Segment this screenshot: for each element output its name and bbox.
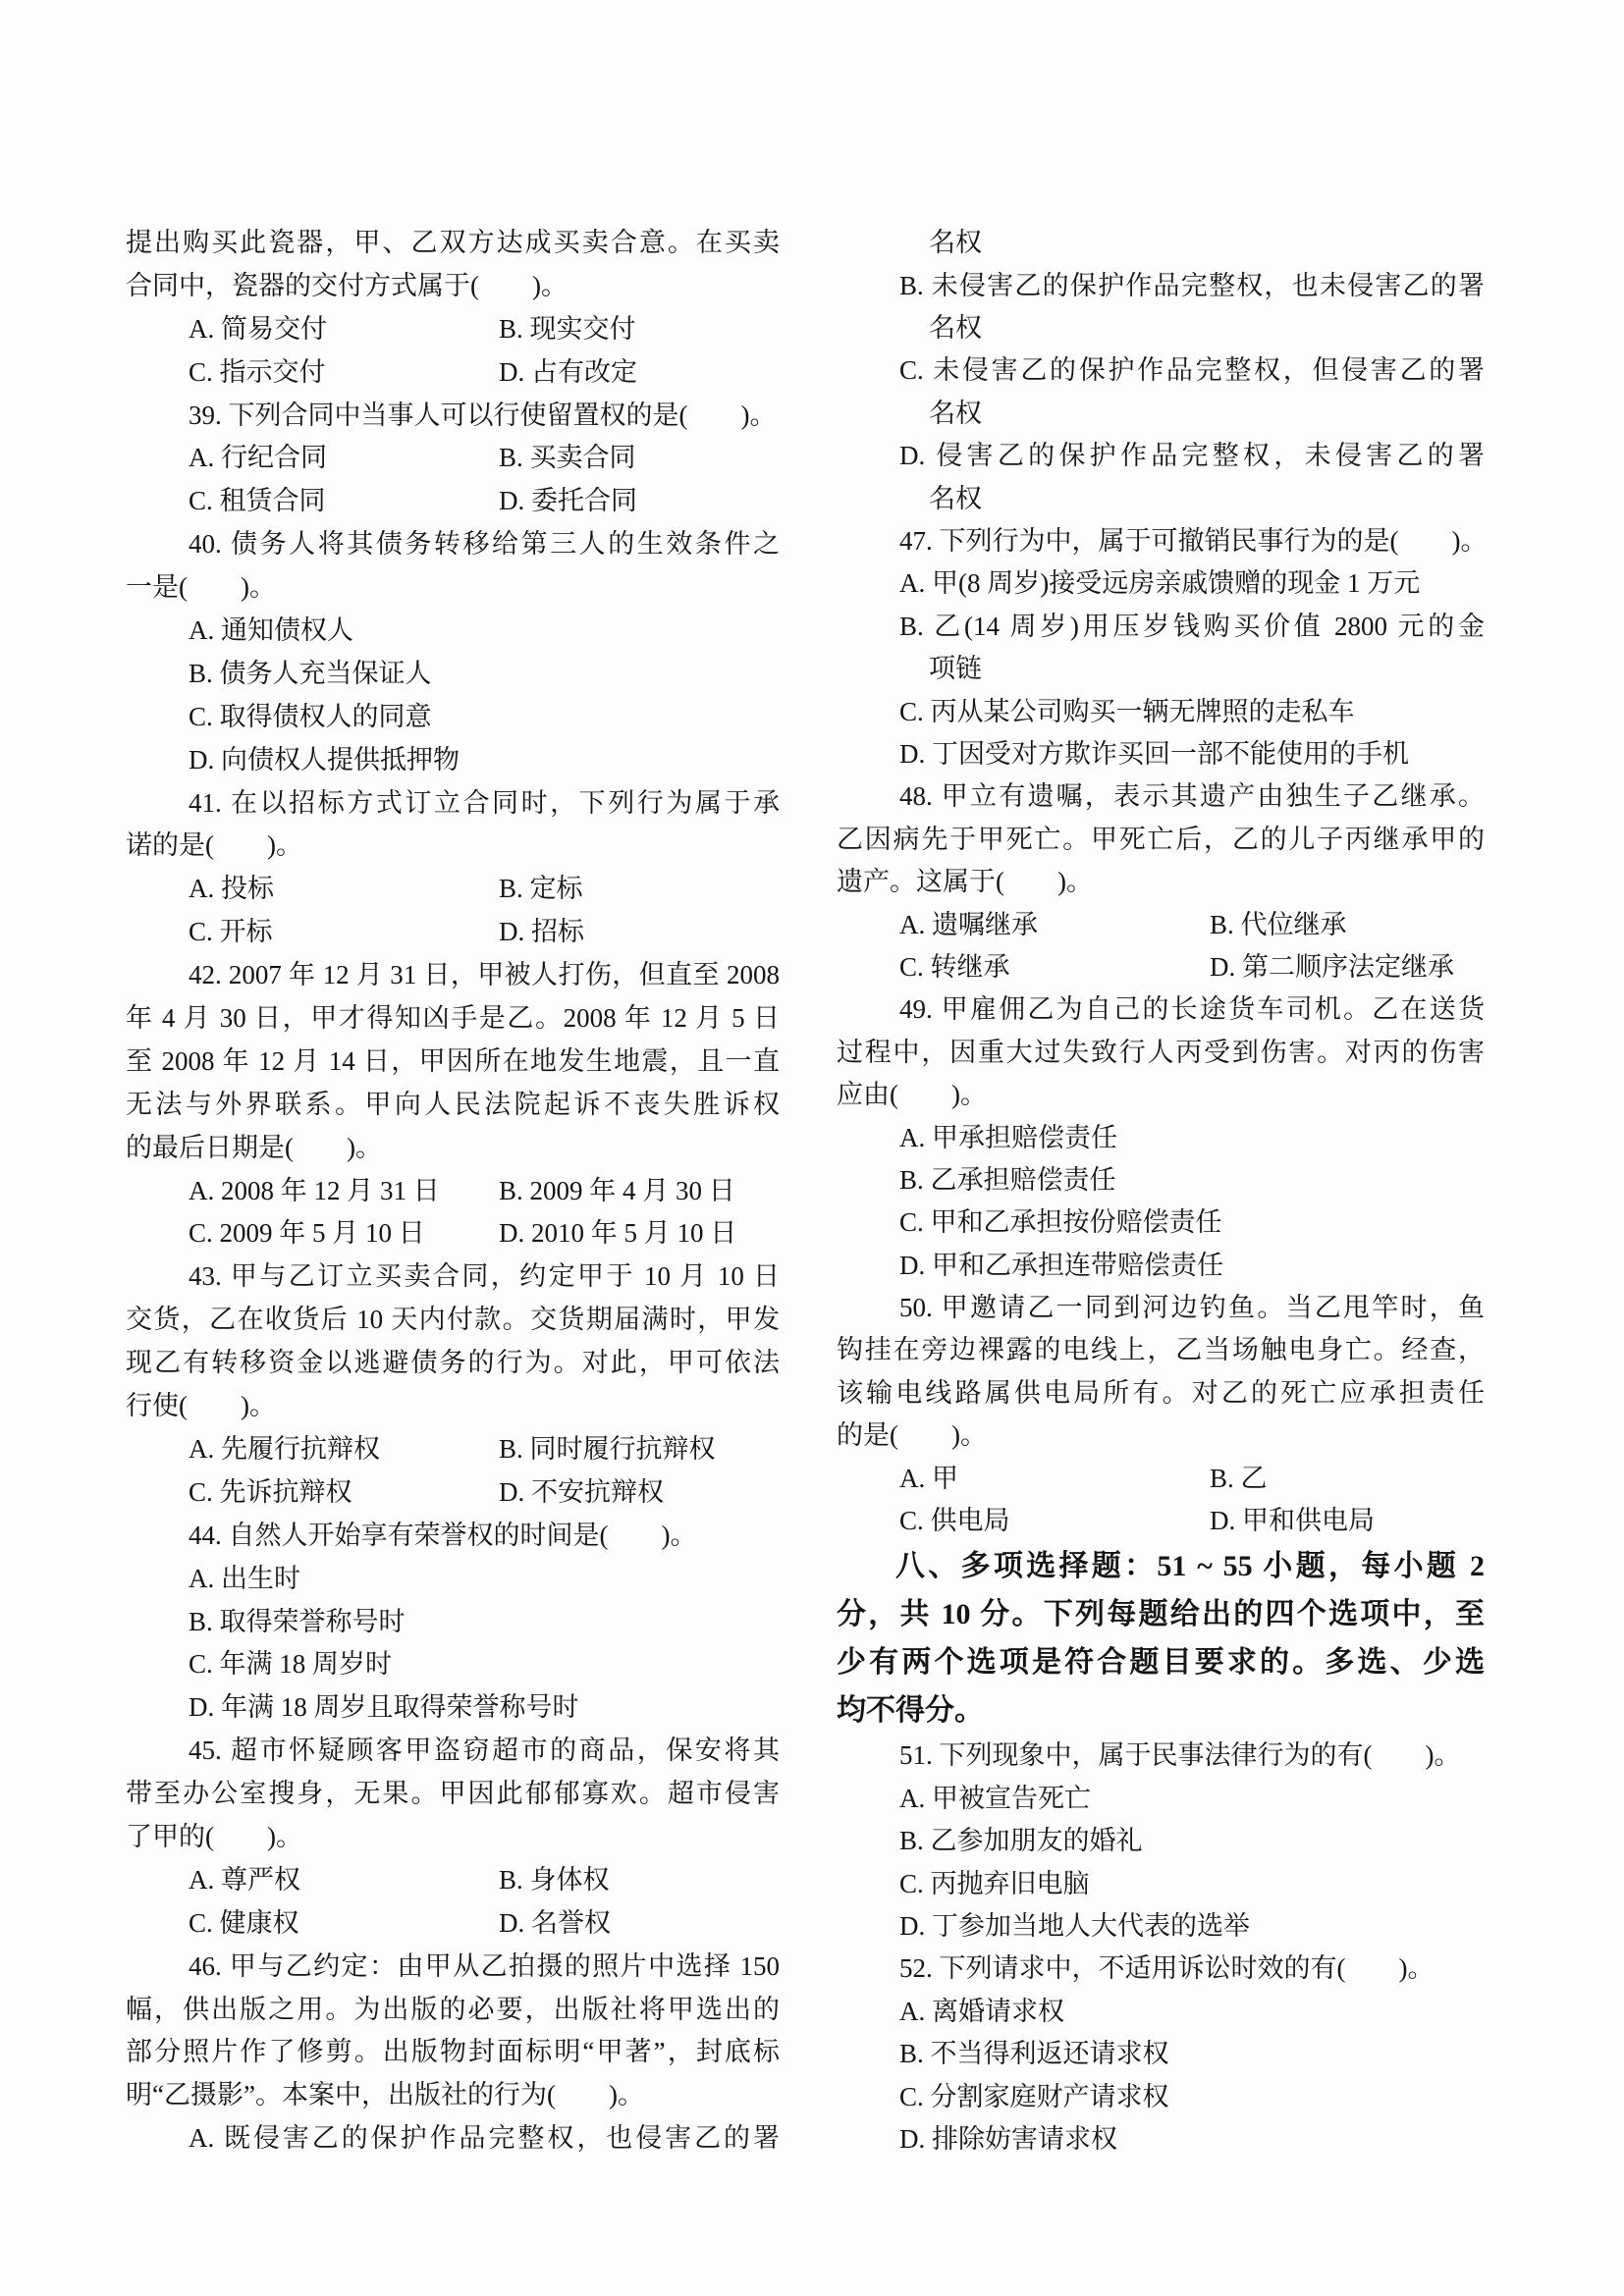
q50-options-row xyxy=(837,1458,1485,1500)
section-heading-line: 八、多项选择题：51 ~ 55 小题，每小题 2 xyxy=(895,1550,1485,1583)
q45-option-b: B. 身体权 xyxy=(499,1864,610,1895)
q43-stem-line: 行使( )。 xyxy=(126,1391,276,1421)
q50-stem-line: 该输电线路属供电局所有。对乙的死亡应承担责任 xyxy=(837,1377,1485,1408)
q41-stem-line: 诺的是( )。 xyxy=(126,830,302,861)
q50-stem-line: 50. 甲邀请乙一同到河边钓鱼。当乙甩竿时，鱼 xyxy=(899,1293,1485,1323)
q48-stem-line: 遗产。这属于( )。 xyxy=(837,867,1093,897)
q43-stem-line: 43. 甲与乙订立买卖合同，约定甲于 10 月 10 日 xyxy=(189,1261,780,1292)
q38-options-row xyxy=(126,351,780,395)
q52-stem-line: 52. 下列请求中，不适用诉讼时效的有( )。 xyxy=(899,1953,1435,1984)
q42-options-row xyxy=(126,1212,780,1255)
q40-option-a: A. 通知债权人 xyxy=(189,615,353,646)
q47-option-c: C. 丙从某公司购买一辆无牌照的走私车 xyxy=(899,696,1355,726)
q48-option-a: A. 遗嘱继承 xyxy=(899,909,1038,939)
q52-option-a: A. 离婚请求权 xyxy=(899,1996,1064,2026)
q44-option-d: D. 年满 18 周岁且取得荣誉称号时 xyxy=(189,1692,579,1723)
q47-option-a: A. 甲(8 周岁)接受远房亲戚馈赠的现金 1 万元 xyxy=(899,568,1421,599)
q39-options-row xyxy=(126,437,780,480)
q39-option-d: D. 委托合同 xyxy=(499,486,637,516)
right-column xyxy=(837,222,1488,2161)
q39-options-row xyxy=(126,480,780,523)
q48-options-row xyxy=(837,904,1485,946)
q48-option-b: B. 代位继承 xyxy=(1210,909,1347,939)
q52-option-c: C. 分割家庭财产请求权 xyxy=(899,2081,1169,2111)
q49-stem-line: 过程中，因重大过失致行人丙受到伤害。对丙的伤害 xyxy=(837,1037,1485,1067)
q38-stem-line: 合同中，瓷器的交付方式属于( )。 xyxy=(126,270,568,300)
q50-stem-line: 钩挂在旁边裸露的电线上，乙当场触电身亡。经查， xyxy=(837,1335,1485,1365)
q46-option-d: D. 侵害乙的保护作品完整权，未侵害乙的署 xyxy=(899,441,1485,471)
q51-stem-line: 51. 下列现象中，属于民事法律行为的有( )。 xyxy=(899,1740,1461,1771)
q38-stem-line: 提出购买此瓷器，甲、乙双方达成买卖合意。在买卖 xyxy=(126,228,780,257)
q40-option-c: C. 取得债权人的同意 xyxy=(189,701,432,731)
q41-option-d: D. 招标 xyxy=(499,917,584,947)
q45-option-c: C. 健康权 xyxy=(189,1907,299,1938)
q40-stem-line: 一是( )。 xyxy=(126,572,276,603)
q42-stem-line: 年 4 月 30 日，甲才得知凶手是乙。2008 年 12 月 5 日 xyxy=(126,1003,780,1034)
q48-stem-line: 乙因病先于甲死亡。甲死亡后，乙的儿子丙继承甲的 xyxy=(837,824,1485,854)
q48-stem-line: 48. 甲立有遗嘱，表示其遗产由独生子乙继承。 xyxy=(899,781,1485,812)
q38-option-d: D. 占有改定 xyxy=(499,356,637,387)
q45-option-a: A. 尊严权 xyxy=(189,1864,300,1895)
q44-option-c: C. 年满 18 周岁时 xyxy=(189,1649,393,1680)
q47-option-b: B. 乙(14 周岁)用压岁钱购买价值 2800 元的金 xyxy=(899,611,1485,641)
q42-option-d: D. 2010 年 5 月 10 日 xyxy=(499,1218,737,1249)
q43-option-a: A. 先履行抗辩权 xyxy=(189,1433,380,1464)
q47-stem-line: 47. 下列行为中，属于可撤销民事行为的是( )。 xyxy=(899,526,1488,557)
q45-stem-line: 了甲的( )。 xyxy=(126,1821,302,1851)
q45-option-d: D. 名誉权 xyxy=(499,1907,611,1938)
q48-option-c: C. 转继承 xyxy=(899,951,1010,982)
q39-option-b: B. 买卖合同 xyxy=(499,443,636,473)
q46-option-b: B. 未侵害乙的保护作品完整权，也未侵害乙的署 xyxy=(899,270,1485,300)
q42-stem-line: 无法与外界联系。甲向人民法院起诉不丧失胜诉权 xyxy=(126,1089,780,1119)
q48-options-row xyxy=(837,946,1485,988)
q46-stem-line: 幅，供出版之用。为出版的必要，出版社将甲选出的 xyxy=(126,1994,780,2024)
q51-option-b: B. 乙参加朋友的婚礼 xyxy=(899,1826,1143,1856)
q46-option-d-continuation: 名权 xyxy=(929,483,982,513)
q44-option-b: B. 取得荣誉称号时 xyxy=(189,1606,406,1636)
q41-option-c: C. 开标 xyxy=(189,917,273,947)
q43-option-d: D. 不安抗辩权 xyxy=(499,1476,664,1507)
q39-stem-line: 39. 下列合同中当事人可以行使留置权的是( )。 xyxy=(189,400,777,430)
q49-option-a: A. 甲承担赔偿责任 xyxy=(899,1122,1117,1152)
q41-option-b: B. 定标 xyxy=(499,874,583,904)
q41-stem-line: 41. 在以招标方式订立合同时，下列行为属于承 xyxy=(189,787,780,818)
q43-options-row xyxy=(126,1428,780,1471)
q43-options-row xyxy=(126,1471,780,1515)
q42-option-c: C. 2009 年 5 月 10 日 xyxy=(189,1218,425,1249)
q43-option-c: C. 先诉抗辩权 xyxy=(189,1476,352,1507)
q45-stem-line: 带至办公室搜身，无果。甲因此郁郁寡欢。超市侵害 xyxy=(126,1779,780,1809)
section-heading-line: 均不得分。 xyxy=(837,1694,984,1728)
q46-option-c-continuation: 名权 xyxy=(929,398,982,428)
q39-option-a: A. 行纪合同 xyxy=(189,443,327,473)
q52-option-d: D. 排除妨害请求权 xyxy=(899,2123,1117,2154)
q47-option-d: D. 丁因受对方欺诈买回一部不能使用的手机 xyxy=(899,738,1409,769)
q45-options-row xyxy=(126,1859,780,1902)
section-heading-line: 分，共 10 分。下列每题给出的四个选项中，至 xyxy=(837,1598,1485,1631)
q40-option-b: B. 债务人充当保证人 xyxy=(189,658,432,688)
q40-stem-line: 40. 债务人将其债务转移给第三人的生效条件之 xyxy=(189,529,780,560)
q41-option-a: A. 投标 xyxy=(189,874,274,904)
q51-option-c: C. 丙抛弃旧电脑 xyxy=(899,1868,1090,1898)
q42-stem-line: 42. 2007 年 12 月 31 日，甲被人打伤，但直至 2008 xyxy=(189,960,780,990)
q49-stem-line: 49. 甲雇佣乙为自己的长途货车司机。乙在送货 xyxy=(899,994,1485,1025)
q50-option-a: A. 甲 xyxy=(899,1463,958,1493)
q49-option-c: C. 甲和乙承担按份赔偿责任 xyxy=(899,1207,1222,1238)
q44-option-a: A. 出生时 xyxy=(189,1563,300,1593)
q49-option-d: D. 甲和乙承担连带赔偿责任 xyxy=(899,1250,1223,1280)
q42-stem-line: 至 2008 年 12 月 14 日，甲因所在地发生地震，且一直 xyxy=(126,1045,780,1076)
q51-option-a: A. 甲被宣告死亡 xyxy=(899,1783,1091,1813)
q38-option-a: A. 简易交付 xyxy=(189,313,327,344)
q46-stem-line: 明“乙摄影”。本案中，出版社的行为( )。 xyxy=(126,2080,644,2110)
q51-option-d: D. 丁参加当地人大代表的选举 xyxy=(899,1910,1250,1941)
section-heading-line: 少有两个选项是符合题目要求的。多选、少选 xyxy=(837,1646,1485,1680)
q39-option-c: C. 租赁合同 xyxy=(189,486,326,516)
q46-option-c: C. 未侵害乙的保护作品完整权，但侵害乙的署 xyxy=(899,355,1485,386)
q45-stem-line: 45. 超市怀疑顾客甲盗窃超市的商品，保安将其 xyxy=(189,1735,780,1766)
q40-option-d: D. 向债权人提供抵押物 xyxy=(189,744,460,774)
q42-options-row xyxy=(126,1170,780,1213)
left-column xyxy=(126,222,780,2161)
q42-option-a: A. 2008 年 12 月 31 日 xyxy=(189,1175,440,1205)
q43-stem-line: 交货，乙在收货后 10 天内付款。交货期届满时，甲发 xyxy=(126,1305,780,1335)
q50-options-row xyxy=(837,1500,1485,1542)
q48-option-d: D. 第二顺序法定继承 xyxy=(1210,951,1454,982)
q44-stem-line: 44. 自然人开始享有荣誉权的时间是( )。 xyxy=(189,1520,697,1550)
q46-option-a-continuation: 名权 xyxy=(929,228,982,258)
q50-option-b: B. 乙 xyxy=(1210,1463,1268,1493)
q38-options-row xyxy=(126,308,780,351)
q50-option-d: D. 甲和供电局 xyxy=(1210,1506,1375,1536)
q50-option-c: C. 供电局 xyxy=(899,1506,1010,1536)
q52-option-b: B. 不当得利返还请求权 xyxy=(899,2039,1169,2069)
q47-option-b-continuation: 项链 xyxy=(929,654,982,684)
q41-options-row xyxy=(126,868,780,911)
q38-option-c: C. 指示交付 xyxy=(189,356,326,387)
q46-option-a: A. 既侵害乙的保护作品完整权，也侵害乙的署 xyxy=(189,2123,780,2154)
q43-stem-line: 现乙有转移资金以逃避债务的行为。对此，甲可依法 xyxy=(126,1348,780,1378)
q50-stem-line: 的是( )。 xyxy=(837,1420,987,1451)
q46-stem-line: 46. 甲与乙约定：由甲从乙拍摄的照片中选择 150 xyxy=(189,1950,780,1981)
q46-stem-line: 部分照片作了修剪。出版物封面标明“甲著”，封底标 xyxy=(126,2037,780,2067)
q42-option-b: B. 2009 年 4 月 30 日 xyxy=(499,1175,735,1205)
q49-option-b: B. 乙承担赔偿责任 xyxy=(899,1164,1116,1195)
q49-stem-line: 应由( )。 xyxy=(837,1080,987,1110)
q45-options-row xyxy=(126,1902,780,1946)
q41-options-row xyxy=(126,911,780,954)
q46-option-b-continuation: 名权 xyxy=(929,313,982,344)
q43-option-b: B. 同时履行抗辩权 xyxy=(499,1433,716,1464)
q42-stem-line: 的最后日期是( )。 xyxy=(126,1132,382,1162)
q38-option-b: B. 现实交付 xyxy=(499,313,636,344)
